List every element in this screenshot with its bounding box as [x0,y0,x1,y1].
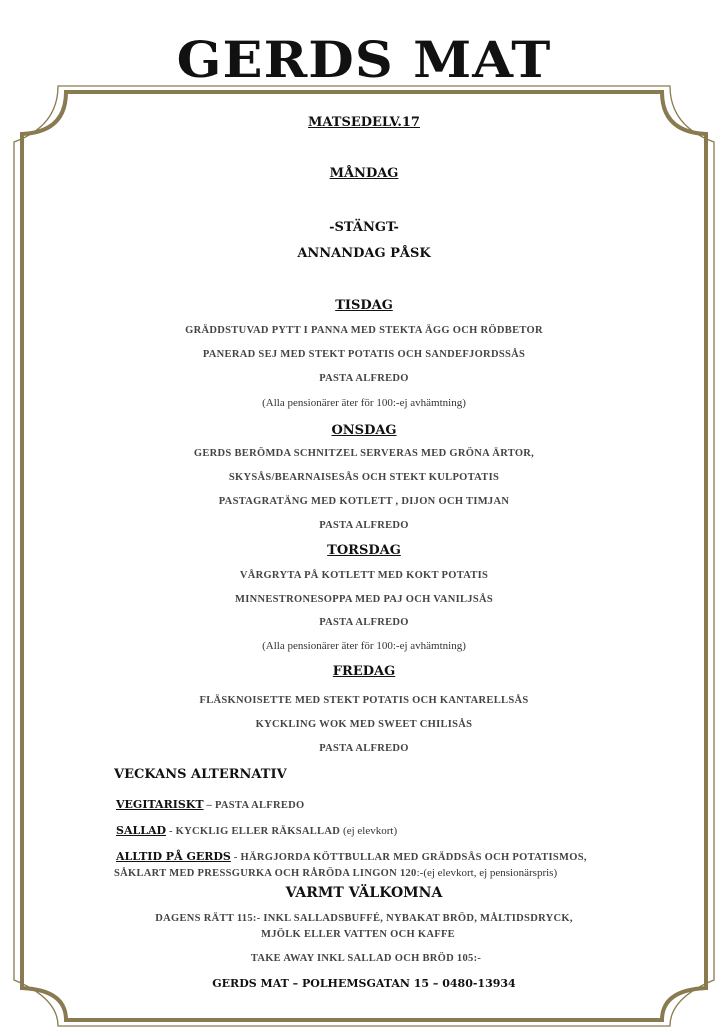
day-thursday: TORSDAG [327,543,401,558]
salad-label: SALLAD [116,824,167,837]
salad-row [116,819,397,838]
always-note: :-(ej elevkort, ej pensionärspris) [416,867,558,879]
salad-note: (ej elevkort) [343,825,398,837]
dagens-line-2: MJÖLK ELLER VATTEN OCH KAFFE [261,929,455,940]
salad-text: - KYCKLIG ELLER RÄKSALLAD [166,826,344,837]
day-wednesday: ONSDAG [331,423,397,438]
pensioner-note: (Alla pensionärer äter för 100:-ej avhämtning) [262,397,466,409]
menu-item: KYCKLING WOK MED SWEET CHILISÅS [255,719,473,730]
monday-status: -STÄNGT- [329,220,399,235]
welcome-heading: VARMT VÄLKOMNA [285,885,443,901]
restaurant-name: GERDS MAT [176,30,552,89]
menu-item: GRÄDDSTUVAD PYTT I PANNA MED STEKTA ÄGG OCH RÖDBETOR [185,325,543,336]
menu-item: PASTA ALFREDO [319,520,409,531]
always-label: ALLTID PÅ GERDS [116,850,231,863]
day-tuesday: TISDAG [335,298,393,313]
always-text: - HÄRGJORDA KÖTTBULLAR MED GRÄDDSÅS OCH POTATISMOS, [230,852,587,863]
alternatives-heading: VECKANS ALTERNATIV [114,767,287,782]
menu-item: MINNESTRONESOPPA MED PAJ OCH VANILJSÅS [235,594,493,605]
menu-item: FLÄSKNOISETTE MED STEKT POTATIS OCH KANTARELLSÅS [199,695,529,706]
menu-item: GERDS BERÖMDA SCHNITZEL SERVERAS MED GRÖNA ÄRTOR, [193,448,535,459]
day-friday: FREDAG [332,664,396,679]
dagens-line-1: DAGENS RÄTT 115:- INKL SALLADSBUFFÉ, NYBAKAT BRÖD, MÅLTIDSDRYCK, [155,913,573,924]
menu-item: SKYSÅS/BEARNAISESÅS OCH STEKT KULPOTATIS [228,472,500,483]
always-row-2 [114,861,557,880]
vegetarian-text: – PASTA ALFREDO [203,800,305,811]
address-line: GERDS MAT – POLHEMSGATAN 15 – 0480-13934 [212,977,516,990]
take-away: TAKE AWAY INKL SALLAD OCH BRÖD 105:- [250,953,482,964]
menu-item: PASTA ALFREDO [319,373,409,384]
vegetarian-row [116,793,305,812]
menu-item: PASTA ALFREDO [319,617,409,628]
menu-item: PASTAGRATÄNG MED KOTLETT , DIJON OCH TIMJAN [218,496,510,507]
always-text-2: SÅKLART MED PRESSGURKA OCH RÅRÖDA LINGON 120 [114,868,417,879]
pensioner-note: (Alla pensionärer äter för 100:-ej avhämtning) [262,640,466,652]
menu-item: VÅRGRYTA PÅ KOTLETT MED KOKT POTATIS [239,570,489,581]
week-title: MATSEDELV.17 [308,115,420,130]
menu-item: PASTA ALFREDO [319,743,409,754]
monday-reason: ANNANDAG PÅSK [297,246,431,261]
day-monday: MÅNDAG [329,166,399,181]
menu-item: PANERAD SEJ MED STEKT POTATIS OCH SANDEFJORDSSÅS [202,349,526,360]
vegetarian-label: VEGITARISKT [116,798,204,811]
